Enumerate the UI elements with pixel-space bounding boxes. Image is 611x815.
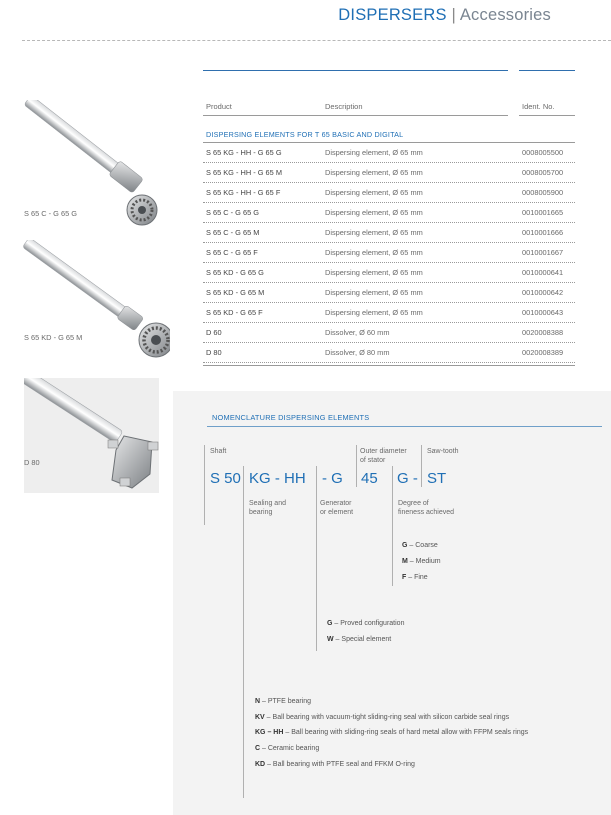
cell-ident: 0010001666 (522, 228, 564, 237)
cell-description: Dispersing element, Ø 65 mm (325, 308, 423, 317)
nomenclature-title: NOMENCLATURE DISPERSING ELEMENTS (212, 413, 370, 422)
cell-description: Dispersing element, Ø 65 mm (325, 148, 423, 157)
code-fineness: G - (397, 470, 418, 487)
code-diameter: 45 (361, 470, 378, 487)
header-separator: | (451, 6, 456, 24)
table-row (203, 243, 575, 263)
cell-product: S 65 C - G 65 M (206, 228, 260, 237)
cell-ident: 0020008389 (522, 348, 564, 357)
table-row (203, 163, 575, 183)
cell-description: Dissolver, Ø 80 mm (325, 348, 390, 357)
label-outer-diameter: Outer diameter of stator (360, 448, 407, 464)
connector-fineness (392, 466, 393, 586)
product-image-s65kd (20, 240, 170, 365)
label-shaft: Shaft (210, 448, 227, 455)
label-saw-tooth: Saw-tooth (427, 448, 459, 455)
cell-product: D 60 (206, 328, 222, 337)
cell-ident: 0020008388 (522, 328, 564, 337)
connector-shaft (204, 445, 205, 525)
code-s50: S 50 (210, 470, 241, 487)
cell-product: S 65 KG - HH - G 65 G (206, 148, 282, 157)
connector-diameter (356, 445, 357, 487)
header-rule-main (203, 115, 508, 116)
legend-sealing-kd: KD – Ball bearing with PTFE seal and FFKM O-ring (255, 761, 415, 768)
label-fineness: Degree of fineness achieved (398, 500, 455, 516)
cell-product: S 65 KD - G 65 M (206, 288, 265, 297)
legend-fineness-fine: F – Fine (402, 574, 428, 581)
header-subtitle: Accessories (459, 6, 551, 24)
cell-ident: 0008005500 (522, 148, 564, 157)
column-header-description: Description (325, 102, 363, 111)
cell-product: D 80 (206, 348, 222, 357)
cell-ident: 0010000643 (522, 308, 564, 317)
table-top-line-main (203, 70, 508, 71)
table-row (203, 223, 575, 243)
legend-generator-special: W – Special element (327, 636, 392, 643)
nomenclature-title-rule (207, 426, 602, 427)
image-caption: S 65 C - G 65 G (24, 209, 77, 218)
legend-sealing-kg-hh: KG – HH – Ball bearing with sliding-ring seals of hard metal allow with FFPM seals rings (255, 729, 529, 736)
cell-product: S 65 C - G 65 G (206, 208, 259, 217)
label-sealing: Sealing and bearing (249, 500, 286, 516)
table-row (203, 143, 575, 163)
cell-product: S 65 KG - HH - G 65 F (206, 188, 281, 197)
legend-sealing-kv: KV – Ball bearing with vacuum-tight sliding-ring seal with silicon carbide seal rings (255, 714, 510, 721)
cell-ident: 0010000642 (522, 288, 564, 297)
product-image-d80 (24, 378, 159, 493)
legend-fineness-medium: M – Medium (402, 558, 441, 565)
image-caption: S 65 KD - G 65 M (24, 333, 83, 342)
cell-description: Dispersing element, Ø 65 mm (325, 208, 423, 217)
cell-ident: 0008005700 (522, 168, 564, 177)
cell-description: Dispersing element, Ø 65 mm (325, 228, 423, 237)
table-row (203, 323, 575, 343)
cell-product: S 65 KD - G 65 F (206, 308, 263, 317)
cell-description: Dispersing element, Ø 65 mm (325, 268, 423, 277)
cell-ident: 0008005900 (522, 188, 564, 197)
column-header-product: Product (206, 102, 232, 111)
code-saw-tooth: ST (427, 470, 447, 487)
header-divider (22, 40, 611, 41)
cell-description: Dispersing element, Ø 65 mm (325, 188, 423, 197)
table-row (203, 263, 575, 283)
connector-saw-tooth (421, 445, 422, 487)
cell-ident: 0010001665 (522, 208, 564, 217)
cell-description: Dispersing element, Ø 65 mm (325, 288, 423, 297)
connector-sealing (243, 466, 244, 798)
legend-fineness-coarse: G – Coarse (402, 542, 438, 549)
table-row (203, 303, 575, 323)
cell-product: S 65 C - G 65 F (206, 248, 258, 257)
cell-product: S 65 KG - HH - G 65 M (206, 168, 282, 177)
table-bottom-rule (203, 365, 575, 366)
cell-ident: 0010001667 (522, 248, 564, 257)
cell-description: Dispersing element, Ø 65 mm (325, 248, 423, 257)
section-title: DISPERSING ELEMENTS FOR T 65 BASIC AND DIGITAL (206, 130, 404, 139)
table-row (203, 343, 575, 363)
label-generator: Generator or element (320, 500, 354, 516)
cell-description: Dispersing element, Ø 65 mm (325, 168, 423, 177)
header-rule-ident (519, 115, 575, 116)
cell-ident: 0010000641 (522, 268, 564, 277)
image-caption: D 80 (24, 458, 40, 467)
table-row (203, 203, 575, 223)
legend-sealing-c: C – Ceramic bearing (255, 745, 320, 752)
cell-product: S 65 KD - G 65 G (206, 268, 264, 277)
page-header (338, 6, 551, 25)
legend-sealing-n: N – PTFE bearing (255, 698, 312, 705)
table-row (203, 183, 575, 203)
cell-description: Dissolver, Ø 60 mm (325, 328, 390, 337)
table-top-line-ident (519, 70, 575, 71)
connector-generator (316, 466, 317, 651)
table-row (203, 283, 575, 303)
header-category: DISPERSERS (338, 6, 447, 24)
code-kg-hh: KG - HH (249, 470, 306, 487)
column-header-ident: Ident. No. (522, 102, 555, 111)
legend-generator-proved: G – Proved configuration (327, 620, 405, 627)
code-g: - G (322, 470, 343, 487)
